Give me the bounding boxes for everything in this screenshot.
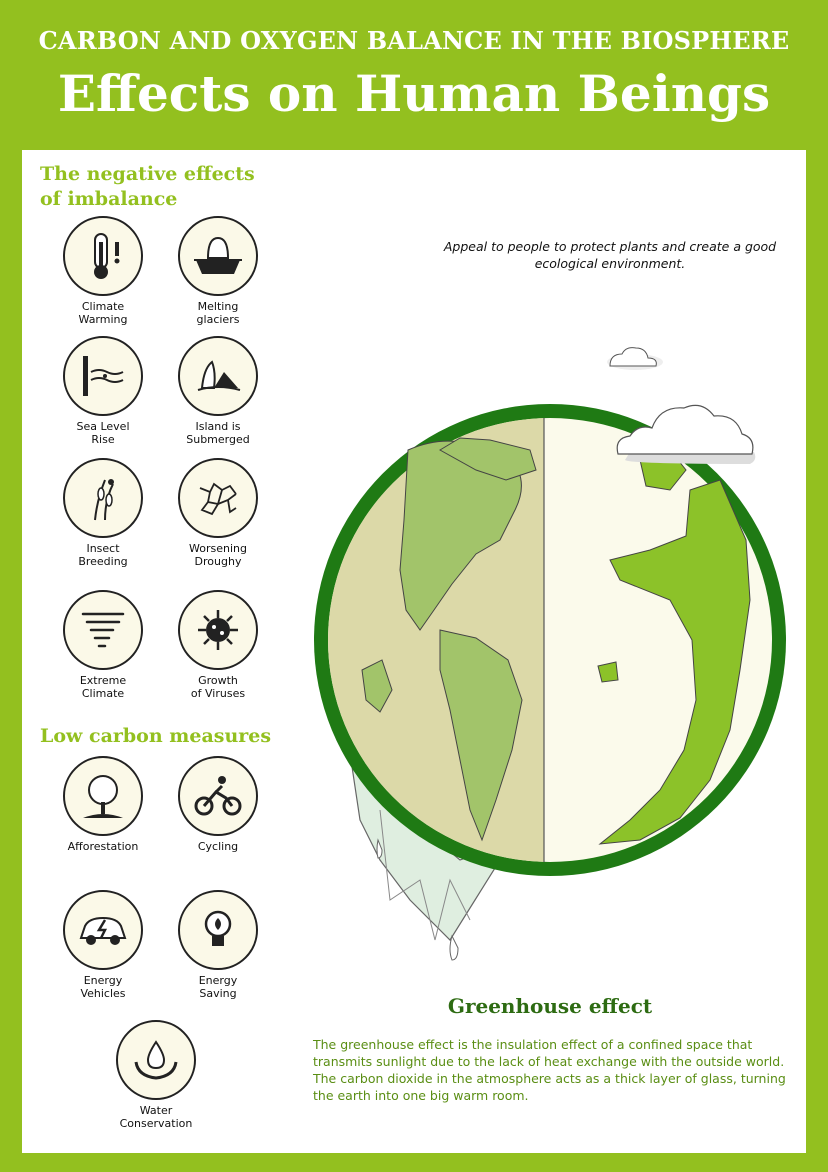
effect-label: Worsening Droughy <box>189 542 247 568</box>
measure-energy-saving <box>163 890 273 1000</box>
measure-label: Water Conservation <box>119 1104 193 1130</box>
effect-climate-warming <box>48 216 158 326</box>
cyclist-icon <box>190 768 246 824</box>
effect-melting-glaciers <box>163 216 273 326</box>
effect-insect-breeding <box>48 458 158 568</box>
measure-afforestation <box>48 756 158 853</box>
island-icon <box>190 348 246 404</box>
lightbulb-icon <box>190 902 246 958</box>
thermometer-icon <box>75 228 131 284</box>
effect-label: Melting glaciers <box>196 300 240 326</box>
effect-label: Climate Warming <box>78 300 128 326</box>
electric-car-icon <box>75 902 131 958</box>
negative-title-line1: The negative effects <box>40 163 255 185</box>
effect-worsening-drought <box>163 458 273 568</box>
earth-globe-illustration <box>300 340 800 980</box>
header-subtitle: CARBON AND OXYGEN BALANCE IN THE BIOSPHERE <box>38 26 790 55</box>
small-cloud-icon <box>607 348 663 370</box>
measure-label: Cycling <box>197 840 239 853</box>
negative-effects-title <box>40 162 255 212</box>
greenhouse-description: The greenhouse effect is the insulation effect of a confined space that transmits sunlight due to the lack of heat exchange with the outside world. The carbon dioxide in the atmosphere acts as a thick layer of glass, turning the earth into one big warm room. <box>313 1037 786 1103</box>
polar-bear-icon <box>190 228 246 284</box>
effect-extreme-climate <box>48 590 158 700</box>
sea-level-icon <box>75 348 131 404</box>
low-carbon-title: Low carbon measures <box>40 725 272 747</box>
effect-label: Sea Level Rise <box>76 420 130 446</box>
cracked-earth-icon <box>190 470 246 526</box>
page-title: Effects on Human Beings <box>57 64 771 123</box>
large-cloud-icon <box>617 405 755 464</box>
effect-label: Island is Submerged <box>186 420 250 446</box>
effect-label: Growth of Viruses <box>190 674 246 700</box>
virus-icon <box>190 602 246 658</box>
tornado-icon <box>75 602 131 658</box>
effect-island-submerged <box>163 336 273 446</box>
effect-label: Extreme Climate <box>79 674 127 700</box>
measure-water-conservation <box>101 1020 211 1130</box>
water-hands-icon <box>128 1032 184 1088</box>
measure-cycling <box>163 756 273 853</box>
wheat-insect-icon <box>75 470 131 526</box>
measure-label: Afforestation <box>67 840 139 853</box>
greenhouse-title: Greenhouse effect <box>447 994 653 1018</box>
negative-title-line2: of imbalance <box>40 188 178 210</box>
measure-energy-vehicles <box>48 890 158 1000</box>
appeal-text: Appeal to people to protect plants and create a good ecological environment. <box>443 239 777 271</box>
effect-label: Insect Breeding <box>78 542 128 568</box>
effect-growth-of-viruses <box>163 590 273 700</box>
effect-sea-level-rise <box>48 336 158 446</box>
tree-icon <box>75 768 131 824</box>
measure-label: Energy Vehicles <box>80 974 126 1000</box>
measure-label: Energy Saving <box>198 974 238 1000</box>
